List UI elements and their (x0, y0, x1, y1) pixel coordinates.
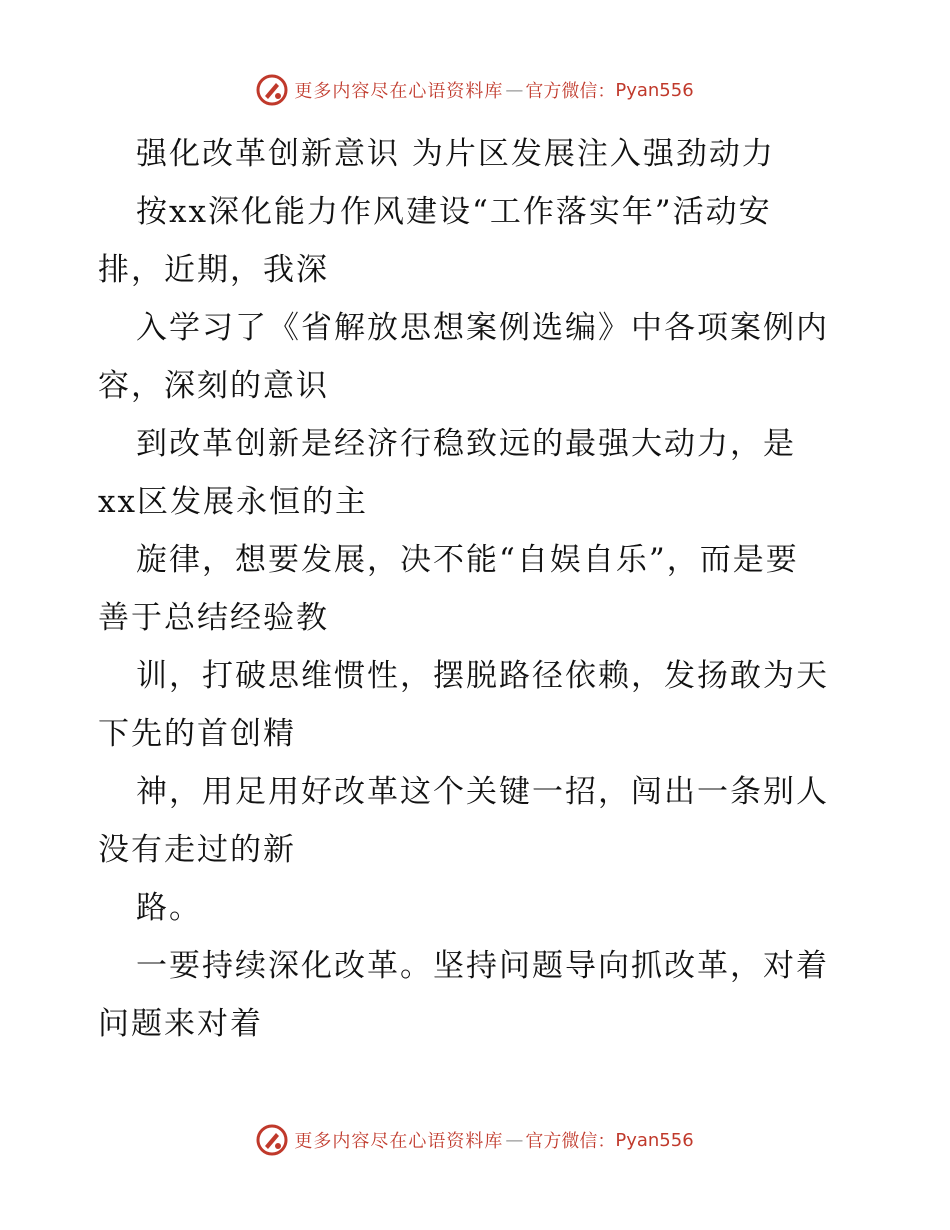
text-line: 旋律，想要发展，决不能“自娱自乐”，而是要 (136, 542, 799, 578)
text-line: 排，近期，我深 (98, 252, 329, 288)
header-dash: — (505, 79, 524, 101)
document-body (98, 125, 858, 1053)
footer-banner (0, 1120, 950, 1160)
footer-wechat-id: Pyan556 (615, 1129, 694, 1151)
text-line: 按xx深化能力作风建设“工作落实年”活动安 (136, 194, 772, 230)
text-line: 善于总结经验教 (98, 600, 329, 636)
text-line: 下先的首创精 (98, 716, 296, 752)
text-line: 一要持续深化改革。坚持问题导向抓改革，对着 (136, 948, 829, 984)
text-line: 训，打破思维惯性，摆脱路径依赖，发扬敢为天 (136, 658, 829, 694)
text-line: 神，用足用好改革这个关键一招，闯出一条别人 (136, 774, 829, 810)
text-line: 没有走过的新 (98, 832, 296, 868)
pen-logo-icon (256, 74, 288, 106)
text-line: 到改革创新是经济行稳致远的最强大动力，是 (136, 426, 796, 462)
header-wechat-id: Pyan556 (615, 79, 694, 101)
text-line: 路。 (136, 890, 202, 926)
pen-logo-icon (256, 1124, 288, 1156)
footer-dash: — (505, 1129, 524, 1151)
text-line: 入学习了《省解放思想案例选编》中各项案例内 (136, 310, 829, 346)
footer-brand-text: 更多内容尽在心语资料库 (294, 1131, 504, 1152)
text-line: 强化改革创新意识 为片区发展注入强劲动力 (136, 136, 775, 172)
text-line: 问题来对着 (98, 1006, 263, 1042)
text-line: xx区发展永恒的主 (98, 484, 368, 520)
text-line: 容，深刻的意识 (98, 368, 329, 404)
header-brand-text: 更多内容尽在心语资料库 (294, 81, 504, 102)
footer-wechat-label: 官方微信： (525, 1131, 616, 1152)
header-banner (0, 70, 950, 110)
header-wechat-label: 官方微信： (525, 81, 616, 102)
